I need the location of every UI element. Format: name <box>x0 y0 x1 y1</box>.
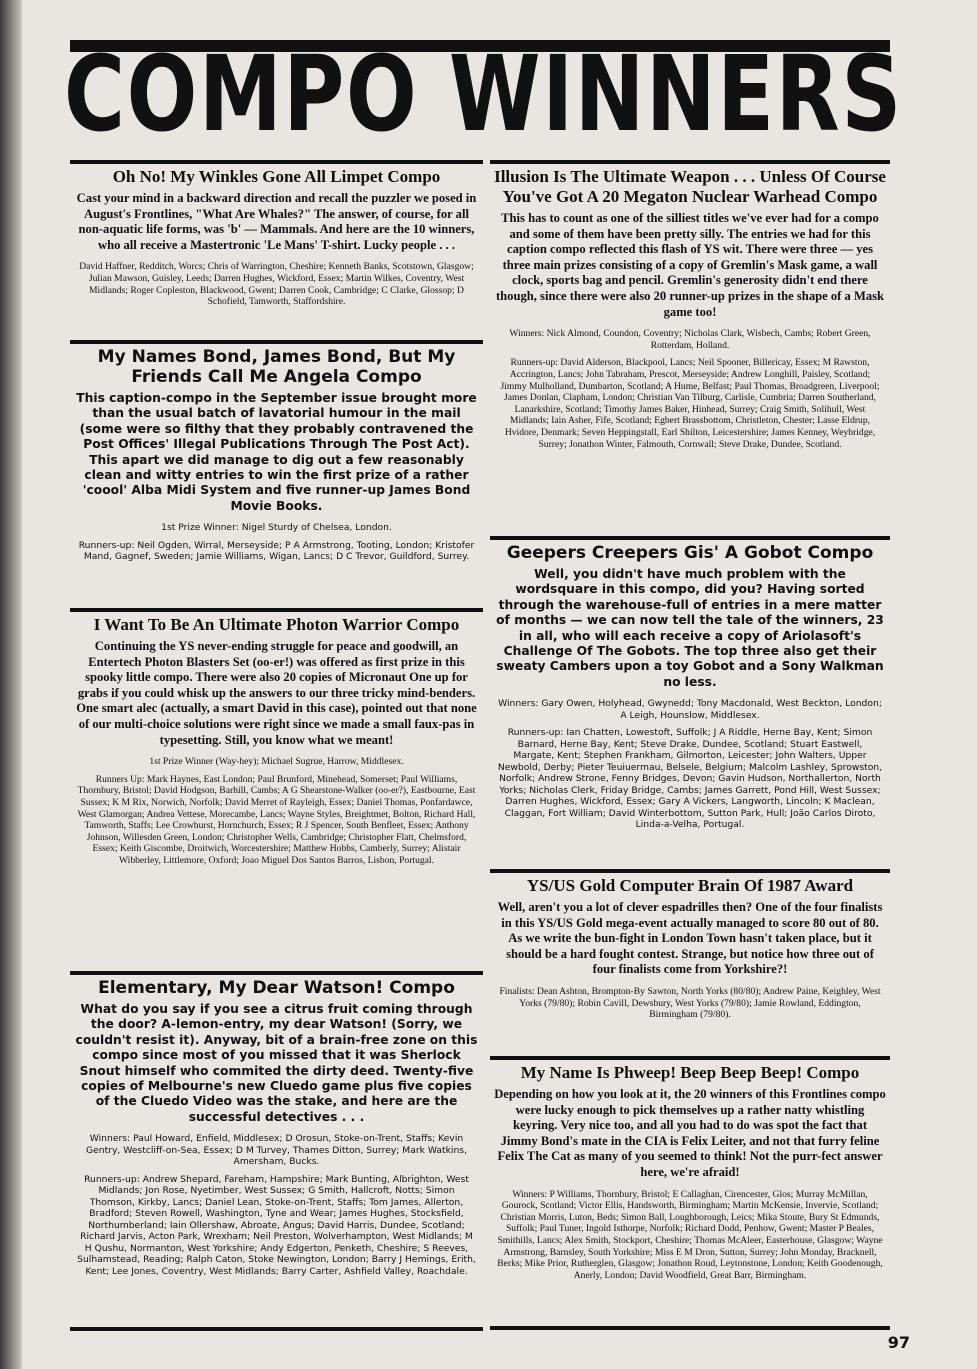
winners-list: David Haffner, Redditch, Worcs; Chris of Warrington, Cheshire; Kenneth Banks, Scotstown, Glasgow; Julian Mawson, Guisley, Leeds; Darren Hughes, Wickford, Essex; Martin Wilkes, Coventry, West Midlands; Roger Copleston, Blackwood, Gwent; Darren Cook, Cambridge; C Clarke, Glossop; D Schofield, Tamworth, Staffordshire. <box>79 261 474 308</box>
section-heading: Illusion Is The Ultimate Weapon . . . Unless Of Course You've Got A 20 Megaton Nuclear Warhead Compo <box>494 167 886 206</box>
section-intro: Continuing the YS never-ending struggle for peace and goodwill, an Entertech Photon Blasters Set (oo-er!) was offered as first prize in this spooky little compo. There were also 20 copies of Micronaut One up for grabs if you could whisk up the answers to our three tricky mind-benders. One smart alec (actually, a smart David in this case), pointed out that none of our multi-choice solutions were right since we made a small faux-pas in typesetting. Still, you know what we meant! <box>76 639 477 747</box>
winners-list: Winners: P Williams, Thornbury, Bristol; E Callaghan, Cirencester, Glos; Murray McMillan, Gourock, Scotland; Victor Ellis, Handsworth, Birmingham; Martin McKensie, Invervie, Scotland; Christian Morris, Luton, Beds; Simon Ball, Loughborough, Leics; Mika Stoute, Bury St Edmunds, Suffolk; Paul Tuner, Ingold Isthorpe, Norfolk; Richard Dodd, Penhow, Gwent; Master P Beales, Smithills, Lancs; Alex Smith, Stockport, Cheshire; Thomas McAleer, Easterhouse, Glasgow; Wayne Armstrong, Barnsley, South Yorkshire; Miss E M Dron, Sutton, Surrey; John Monday, Bracknell, Berks; Mike Prior, Rutherglen, Glasgow; Jonathon Roud, Leytonstone, London; Keith Goodenough, Anerly, London; David Woodfield, Great Barr, Birmingham. <box>497 1188 883 1281</box>
runners-up-list: Runners-up: David Alderson, Blackpool, Lancs; Neil Spooner, Billericay, Essex; M Rawston, Accrington, Lancs; John Tabraham, Prescot, Merseyside; Andrew Longhill, Paisley, Scotland; Jimmy Mulholland, Dumbarton, Scotland; A Hume, Belfast; Paul Thomas, Broadgreen, Liverpool; James Donlan, Clapham, London; Christian Van Tilburg, Carlisle, Cumbria; Darren Southerland, Lanarkshire, Scotland; Timothy James Baker, Hinhead, Surrey; Craig Smith, Solihull, West Midlands; Iain Asher, Fife, Scotland; Egbert Brassbottom, Christleton, Chester; Lasse Eldrup, Hvidore, Denmark; Seven Heppingstall, Earl Shilton, Leicestershire; James Kenney, Weybridge, Surrey; Jonathon Winter, Falmouth, Cornwall; Steve Drake, Dundee, Scotland. <box>500 357 880 450</box>
winners-list: Winners: Paul Howard, Enfield, Middlesex; D Orosun, Stoke-on-Trent, Staffs; Kevin Gentry, Westcliff-on-Sea, Essex; D M Turvey, Thames Ditton, Surrey; Mark Watkins, Amersham, Bucks. <box>85 1133 468 1168</box>
page-number: 97 <box>887 1333 910 1352</box>
finalists-list: Finalists: Dean Ashton, Brompton-By Sawton, North Yorks (80/80); Andrew Paine, Keighley, West Yorks (79/80); Robin Cavill, Dewsbury, West Yorks (79/80); Jamie Rowland, Eddington, Birmingham (79/80). <box>499 985 881 1021</box>
section-heading: My Name Is Phweep! Beep Beep Beep! Compo <box>520 1063 860 1082</box>
winners-list: Winners: Gary Owen, Holyhead, Gwynedd; Tony Macdonald, West Beckton, London; A Leigh, Hounslow, Middlesex. <box>498 698 882 721</box>
page-spine-shadow <box>0 0 22 1369</box>
section-intro: Well, you didn't have much problem with the wordsquare in this compo, did you? Having sorted through the warehouse-full of entries in a mere matter of months — we can now tell the tale of the winners, 23 in all, who will each receive a copy of Ariolasoft's Challenge Of The Gobots. The top three also get their sweaty Cambers upon a toy Gobot and a Sony Walkman no less. <box>496 567 884 689</box>
section-photon-compo <box>70 608 483 971</box>
section-intro: This caption-compo in the September issue brought more than the usual batch of lavatorial humour in the mail (some were so filthy that they probably contravened the Post Offices' Illegal Publications Through The Post Act). This apart we did manage to dig out a few reasonably clean and witty entries to win the first prize of a rather 'coool' Alba Midi System and five runner-up James Bond Movie Books. <box>76 391 477 513</box>
runners-up-list: Runners-up: Ian Chatten, Lowestoft, Suffolk; J A Riddle, Herne Bay, Kent; Simon Barnard, Herne Bay, Kent; Steve Drake, Dundee, Scotland; Stuart Eastwell, Margate, Kent; Stephen Frankham, Gilmorton, Leicester; John Walters, Upper Newbold, Derby; Pieter Teuiuermau, Belsele, Belgium; Malcolm Lashley, Sprowston, Norfolk; Andrew Strone, Fenny Bridges, Devon; Gavin Hudson, Northallerton, North Yorks; Nicholas Clerk, Friday Bridge, Cambs; James Garrett, Pond Hill, West Sussex; Darren Hughes, Wickford, Essex; Gary A Vickers, Langworth, Lincoln; K Maclean, Claggan, Fort William; David Winterbottom, Sutton Park, Hull; João Carlos Diroto, Linda-a-Velha, Portugal. <box>497 727 883 831</box>
section-intro: What do you say if you see a citrus fruit coming through the door? A-lemon-entry, my dear Watson! (Sorry, we couldn't resist it). Anyway, bit of a brain-free zone on this compo since most of you missed that it was Sherlock Snout himself who commited the dirty deed. Twenty-five copies of Melbourne's new Cluedo game plus five copies of the Cluedo Video was the stake, and here are the successful detectives . . . <box>75 1002 478 1124</box>
section-intro: Cast your mind in a backward direction and recall the puzzler we posed in August's Frontlines, "What Are Whales?" The answer, of course, for all non-aquatic life forms, was 'b' — Mammals. And here are the 10 winners, who all receive a Mastertronic 'Le Mans' T-shirt. Lucky people . . . <box>76 191 477 252</box>
section-intro: This has to count as one of the silliest titles we've ever had for a compo and some of them have been pretty silly. The entries we had for this caption compo reflected this flash of YS wit. There were three — yes three main prizes consisting of a copy of Gremlin's Mask game, a wall clock, sports bag and pencil. Gremlin's generosity didn't end there though, since there were also 20 runner-up prizes in the shape of a Mask game too! <box>495 211 885 319</box>
section-gobot-compo <box>490 536 890 868</box>
section-heading: Geepers Creepers Gis' A Gobot Compo <box>506 543 874 563</box>
section-heading: Elementary, My Dear Watson! Compo <box>98 978 455 998</box>
section-heading: My Names Bond, James Bond, But My Friends Call Me Angela Compo <box>97 347 456 387</box>
page-title: COMPO WINNERS <box>64 33 903 155</box>
section-illusion-compo <box>490 160 890 534</box>
section-intro: Depending on how you look at it, the 20 winners of this Frontlines compo were lucky enough to pick themselves up a rather natty whistling keyring. Very nice too, and all you had to do was spot the fact that Jimmy Bond's mate in the CIA is Felix Leiter, and not that furry feline Felix The Cat as many of you seemed to think! Not the purr-fect answer here, we're afraid! <box>494 1087 886 1179</box>
section-heading: Oh No! My Winkles Gone All Limpet Compo <box>112 167 441 186</box>
section-winkles-compo <box>70 160 483 338</box>
section-heading: YS/US Gold Computer Brain Of 1987 Award <box>526 876 854 895</box>
section-intro: Well, aren't you a lot of clever espadrilles then? One of the four finalists in this YS/US Gold mega-event actually managed to score 80 out of 80. As we write the bun-fight in London Town hasn't taken place, but it should be a hard fought contest. Strange, but notice how three out of four finalists come from Yorkshire?! <box>497 900 883 977</box>
section-phweep-compo <box>490 1056 890 1330</box>
first-prize-winner: 1st Prize Winner (Way-hey); Michael Sugrue, Harrow, Middlesex. <box>149 756 404 768</box>
first-prize-winner: 1st Prize Winner: Nigel Sturdy of Chelsea, London. <box>161 522 392 534</box>
runners-up-list: Runners Up: Mark Haynes, East London; Paul Brunford, Minehead, Somerset; Paul Williams, Thornbury, Bristol; David Hodgson, Barhill, Cambs; A G Shearstone-Walker (oo-er?), Eastbourne, East Sussex; K M Rix, Norwich, Norfolk; David Merret of Rayleigh, Essex; Daniel Thomas, Ponfardawce, West Glamorgan; Andrea Vettese, Morecambe, Lancs; Wayne Styles, Breightmet, Bolton, Richard Hall, Tamworth, Staffs; Lee Crowhurst, Hornchurch, Essex; R J Spencer, South Benfleet, Essex; Anthony Johnson, Willesden Green, London; Christopher Wells, Cambridge; Christopher Flatt, Chelmsford, Essex; Keith Giscombe, Droitwich, Worcestershire; Matthew Hobbs, Camberly, Surrey; Alistair Wibberley, Littlemore, Oxford; Joao Miguel Dos Santos Barros, Lisbon, Portugal. <box>77 773 476 866</box>
section-watson-compo <box>70 971 483 1331</box>
section-usgold-award <box>490 869 890 1053</box>
section-bond-compo <box>70 340 483 608</box>
winners-list: Winners: Nick Almond, Coundon, Coventry; Nicholas Clark, Wisbech, Cambs; Robert Green, Rotterdam, Holland. <box>509 328 871 351</box>
section-heading: I Want To Be An Ultimate Photon Warrior Compo <box>93 615 460 634</box>
runners-up-list: Runners-up: Andrew Shepard, Fareham, Hampshire; Mark Bunting, Albrighton, West Midlands; Jon Rose, Nyetimber, West Sussex; G Smith, Hallcroft, Notts; Simon Thomson, Kirkby, Lancs; Daniel Lean, Stoke-on-Trent, Staffs; Tom James, Allerton, Bradford; Steven Rowell, Washington, Tyne and Wear; James Hughes, Stocksfield, Northumberland; Iain Ollershaw, Abroate, Angus; David Harris, Dundee, Scotland; Richard Jarvis, Acton Park, Wrexham; Neil Preston, Wolverhampton, West Midlands; M H Qushu, Normanton, West Yorkshire; Andy Edgerton, Penketh, Cheshire; S Reeves, Sulhamstead, Reading; Ralph Caton, Stoke Newington, London; Barry J Hemings, Erith, Kent; Lee Jones, Coventry, West Midlands; Barry Carter, Ashfield Valley, Roachdale. <box>77 1173 476 1277</box>
runners-up-list: Runners-up: Neil Ogden, Wirral, Merseyside; P A Armstrong, Tooting, London; Kristofer Mand, Gagnef, Sweden; Jamie Williams, Wigan, Lancs; D C Trevor, Guildford, Surrey. <box>78 539 475 563</box>
